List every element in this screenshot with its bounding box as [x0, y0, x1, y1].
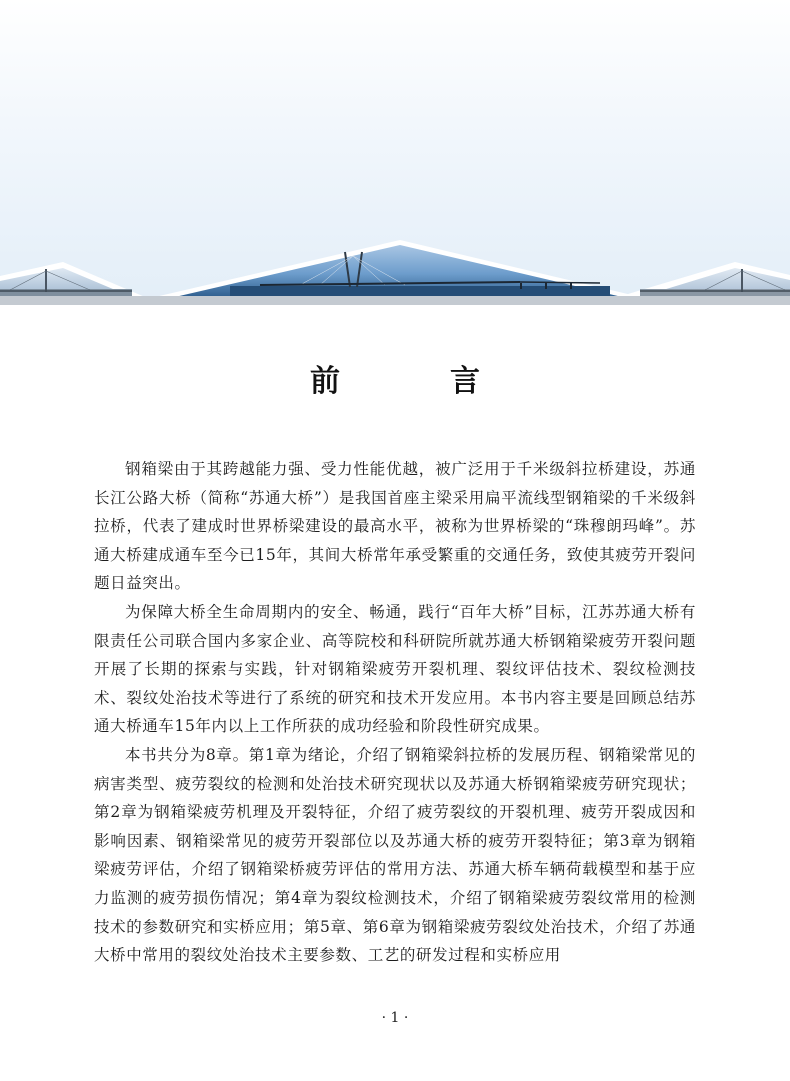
- header-banner: [0, 0, 790, 305]
- paragraph-1: 钢箱梁由于其跨越能力强、受力性能优越，被广泛用于千米级斜拉桥建设，苏通长江公路大桥（简称“苏通大桥”）是我国首座主梁采用扁平流线型钢箱梁的千米级斜拉桥，代表了建成时世界桥梁建设的最高水平，被称为世界桥梁的“珠穆朗玛峰”。苏通大桥建成通车至今已15年，其间大桥常年承受繁重的交通任务，致使其疲劳开裂问题日益突出。: [94, 460, 696, 593]
- paragraph-2: 为保障大桥全生命周期内的安全、畅通，践行“百年大桥”目标，江苏苏通大桥有限责任公司联合国内多家企业、高等院校和科研院所就苏通大桥钢箱梁疲劳开裂问题开展了长期的探索与实践，针对钢箱梁疲劳开裂机理、裂纹评估技术、裂纹检测技术、裂纹处治技术等进行了系统的研究和技术开发应用。本书内容主要是回顾总结苏通大桥通车15年内以上工作所获的成功经验和阶段性研究成果。: [94, 602, 696, 736]
- page-title: 前 言: [310, 364, 520, 399]
- paragraph-3: 本书共分为8章。第1章为绪论，介绍了钢箱梁斜拉桥的发展历程、钢箱梁常见的病害类型、疲劳裂纹的检测和处治技术研究现状以及苏通大桥钢箱梁疲劳研究现状；第2章为钢箱梁疲劳机理及开裂特征，介绍了疲劳裂纹的开裂机理、疲劳开裂成因和影响因素、钢箱梁常见的疲劳开裂部位以及苏通大桥的疲劳开裂特征；第3章为钢箱梁疲劳评估，介绍了钢箱梁桥疲劳评估的常用方法、苏通大桥车辆荷载模型和基于应力监测的疲劳损伤情况；第4章为裂纹检测技术，介绍了钢箱梁疲劳裂纹常用的检测技术的参数研究和实桥应用；第5章、第6章为钢箱梁疲劳裂纹处治技术，介绍了苏通大桥中常用的裂纹处治技术主要参数、工艺的研发过程和实桥应用: [94, 745, 696, 965]
- bridge-photo-center: [175, 245, 622, 297]
- bridge-photo-strip: [0, 0, 790, 305]
- preface-body: [94, 455, 696, 970]
- header-rule: [0, 296, 790, 305]
- page-number: · 1 ·: [381, 1010, 409, 1026]
